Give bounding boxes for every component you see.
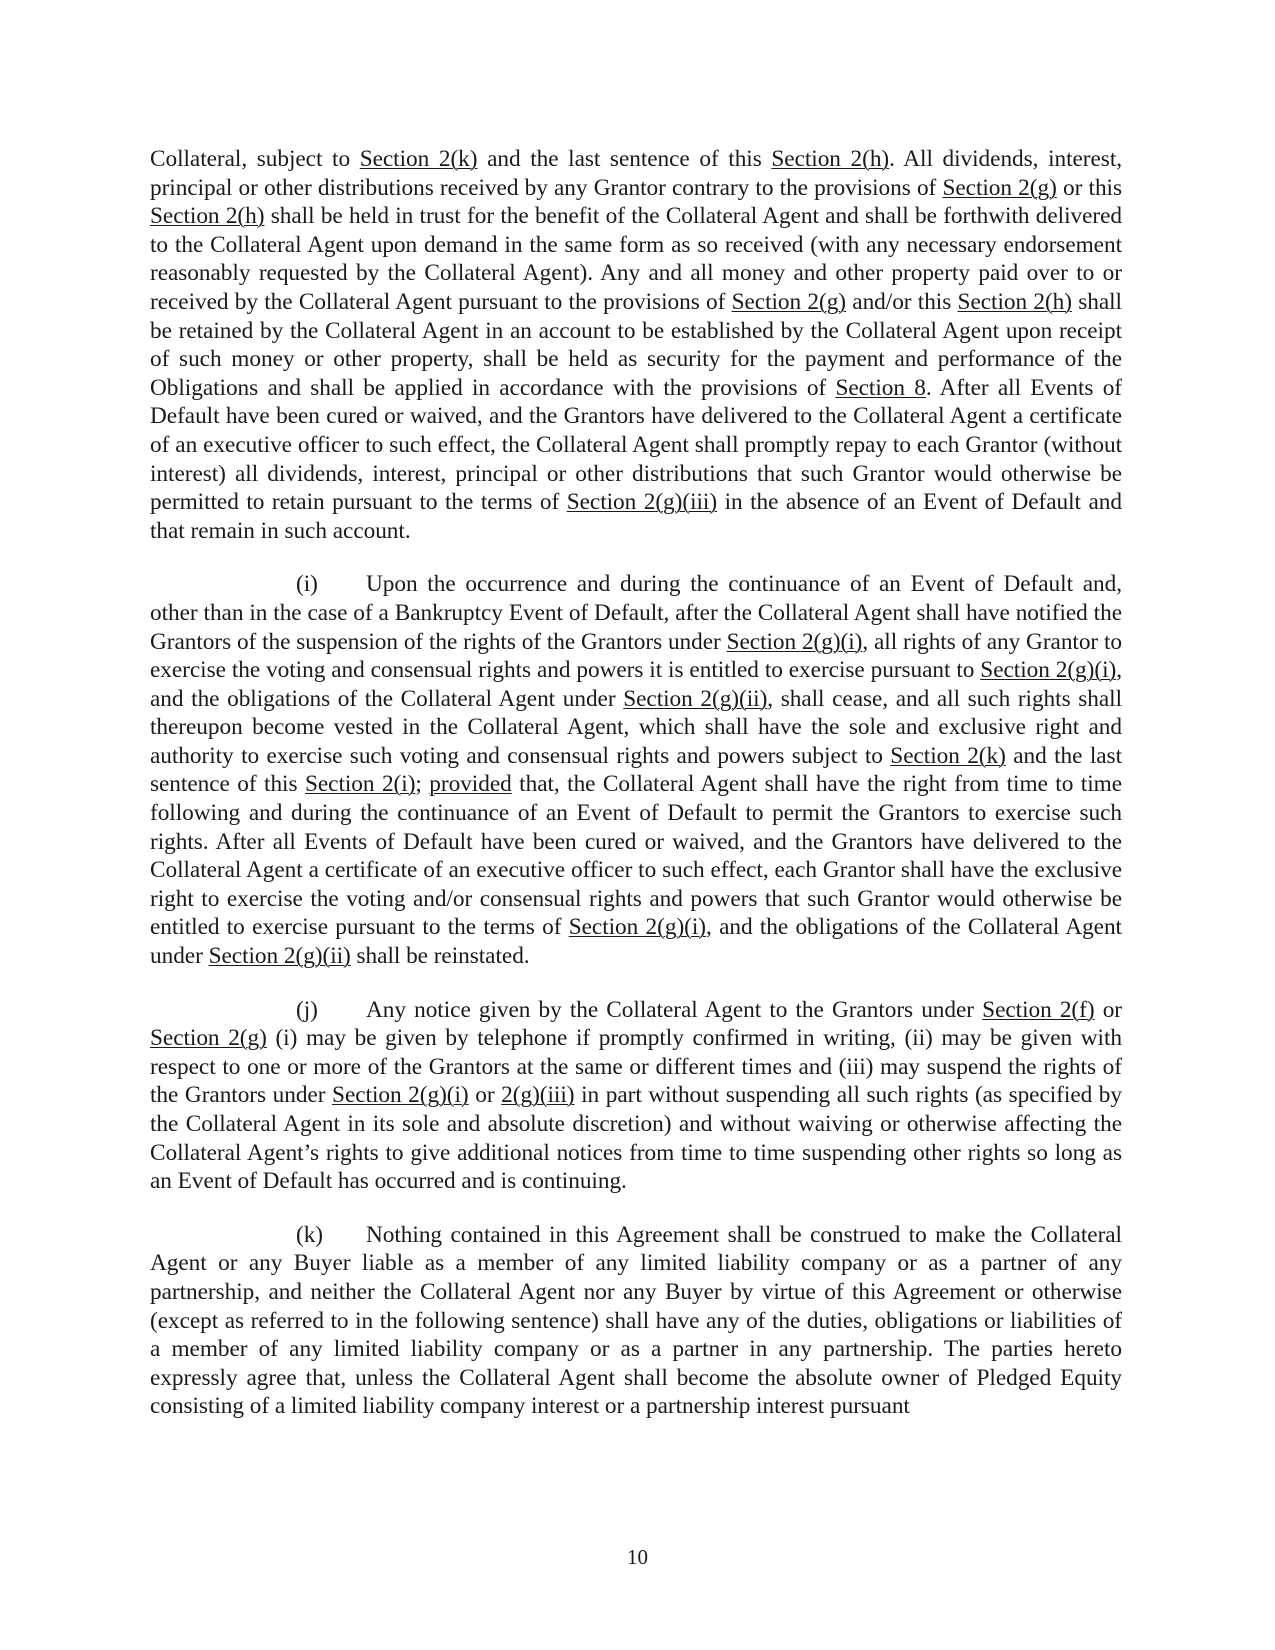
paragraph-text: or <box>1094 996 1123 1023</box>
paragraph-text: , and the obligations of the Collateral Agent under <box>150 657 1122 712</box>
paragraph-text: . After all Events of Default have been cured or waived, and the Grantors have delivered to the Collateral Agent a certificate of an executive officer to such effect, the Collateral Agent shall promptly repay to each Grantor (without interest) all dividends, interest, principal or other distributions that such Grantor would otherwise be permitted to retain pursuant to the terms of <box>150 374 1122 516</box>
page-number: 10 <box>627 1545 648 1569</box>
paragraph-text: , shall cease, and all such rights shall thereupon become vested in the Collateral Agent, which shall have the sole and exclusive right and authority to exercise such voting and consensual rights and powers subject to <box>150 685 1122 769</box>
paragraph-text: and the last sentence of this <box>477 146 772 172</box>
paragraph-text: (i) may be given by telephone if promptly confirmed in writing, (ii) may be given with respect to one or more of the Grantors at the same or different times and (iii) may suspend the rights of the Grantors under <box>150 1025 1122 1109</box>
section-reference: Section 2(g) <box>150 1025 267 1052</box>
paragraph-h-continuation <box>150 145 1122 545</box>
paragraph-text: ; <box>415 771 430 798</box>
paragraph-k <box>150 1221 1122 1421</box>
paragraph-text: , and the obligations of the Collateral Agent under <box>150 914 1122 970</box>
section-reference: Section 2(g) <box>942 174 1057 201</box>
paragraph-text: and/or this <box>846 288 958 315</box>
section-reference: Section 2(g)(iii) <box>566 489 718 516</box>
section-reference: Section 2(g)(i) <box>980 657 1117 684</box>
section-reference: Section 2(h) <box>771 146 890 172</box>
section-reference: Section 2(h) <box>150 203 265 230</box>
paragraph-text: Any notice given by the Collateral Agent to the Grantors under <box>366 996 983 1023</box>
section-reference: provided <box>429 771 512 798</box>
paragraph-text: Nothing contained in this Agreement shall be construed to make the Collateral Agent or any Buyer liable as a member of any limited liability company or as a partner of any partnership, and neither the Collateral Agent nor any Buyer by virtue of this Agreement or otherwise (except as referred to in the following sentence) shall have any of the duties, obligations or liabilities of a member of any limited liability company or as a partner in any partnership. The parties hereto expressly agree that, unless the Collateral Agent shall become the absolute owner of Pledged Equity consisting of a limited liability company interest or a partnership interest pursuant <box>150 1221 1122 1420</box>
paragraph-text: Collateral, subject to <box>150 146 360 172</box>
section-reference: Section 2(g) <box>731 288 847 315</box>
paragraph-j <box>150 996 1122 1196</box>
paragraph-text: in the absence of an Event of Default and that remain in such account. <box>150 489 1122 544</box>
paragraph-text: shall be reinstated. <box>350 943 530 970</box>
section-reference: Section 2(i) <box>304 771 416 798</box>
paragraph-text: . All dividends, interest, principal or other distributions received by any Grantor contrary to the provisions of <box>150 146 1123 201</box>
section-reference: Section 2(g)(ii) <box>208 943 351 970</box>
paragraph-marker: (j) <box>296 996 318 1023</box>
paragraph-text: shall be retained by the Collateral Agent in an account to be established by the Collateral Agent upon receipt of such money or other property, shall be held as security for the payment and performance of the Obligations and shall be applied in accordance with the provisions of <box>150 288 1122 401</box>
section-reference: Section 2(g)(ii) <box>623 685 768 712</box>
section-reference: Section 2(f) <box>982 996 1095 1023</box>
section-reference: Section 2(k) <box>890 742 1006 769</box>
document-page <box>150 145 1122 1545</box>
paragraph-i <box>150 570 1122 970</box>
paragraph-text: that, the Collateral Agent shall have the right from time to time following and during the continuance of an Event of Default to permit the Grantors to exercise such rights. After all Events of Default have been cured or waived, and the Grantors have delivered to the Collateral Agent a certificate of an executive officer to such effect, each Grantor shall have the exclusive right to exercise the voting and/or consensual rights and powers that such Grantor would otherwise be entitled to exercise pursuant to the terms of <box>150 771 1122 941</box>
section-reference: Section 2(g)(i) <box>332 1082 469 1109</box>
paragraph-text: or this <box>1056 174 1122 201</box>
paragraph-text: and the last sentence of this <box>150 742 1122 798</box>
paragraph-text: shall be held in trust for the benefit of the Collateral Agent and shall be forthwith delivered to the Collateral Agent upon demand in the same form as so received (with any necessary endorsement reasonably requested by the Collateral Agent). Any and all money and other property paid over to or received by the Collateral Agent pursuant to the provisions of <box>150 203 1122 315</box>
section-reference: Section 8 <box>835 374 926 401</box>
paragraph-text: in part without suspending all such rights (as specified by the Collateral Agent in its sole and absolute discretion) and without waiving or otherwise affecting the Collateral Agent’s rights to give additional notices from time to time suspending other rights so long as an Event of Default has occurred and is continuing. <box>150 1082 1123 1195</box>
paragraph-text: , all rights of any Grantor to exercise the voting and consensual rights and powers it is entitled to exercise pursuant to <box>150 628 1122 684</box>
section-reference: Section 2(k) <box>359 146 478 172</box>
section-reference: Section 2(g)(i) <box>726 628 863 655</box>
paragraph-text: Upon the occurrence and during the continuance of an Event of Default and, other than in the case of a Bankruptcy Event of Default, after the Collateral Agent shall have notified the Grantors of the suspension of the rights of the Grantors under <box>150 571 1122 655</box>
paragraph-marker: (k) <box>296 1221 324 1248</box>
paragraph-marker: (i) <box>296 571 318 598</box>
paragraph-text: or <box>468 1082 502 1109</box>
section-reference: Section 2(h) <box>957 288 1072 315</box>
section-reference: 2(g)(iii) <box>501 1082 575 1109</box>
section-reference: Section 2(g)(i) <box>568 914 706 941</box>
